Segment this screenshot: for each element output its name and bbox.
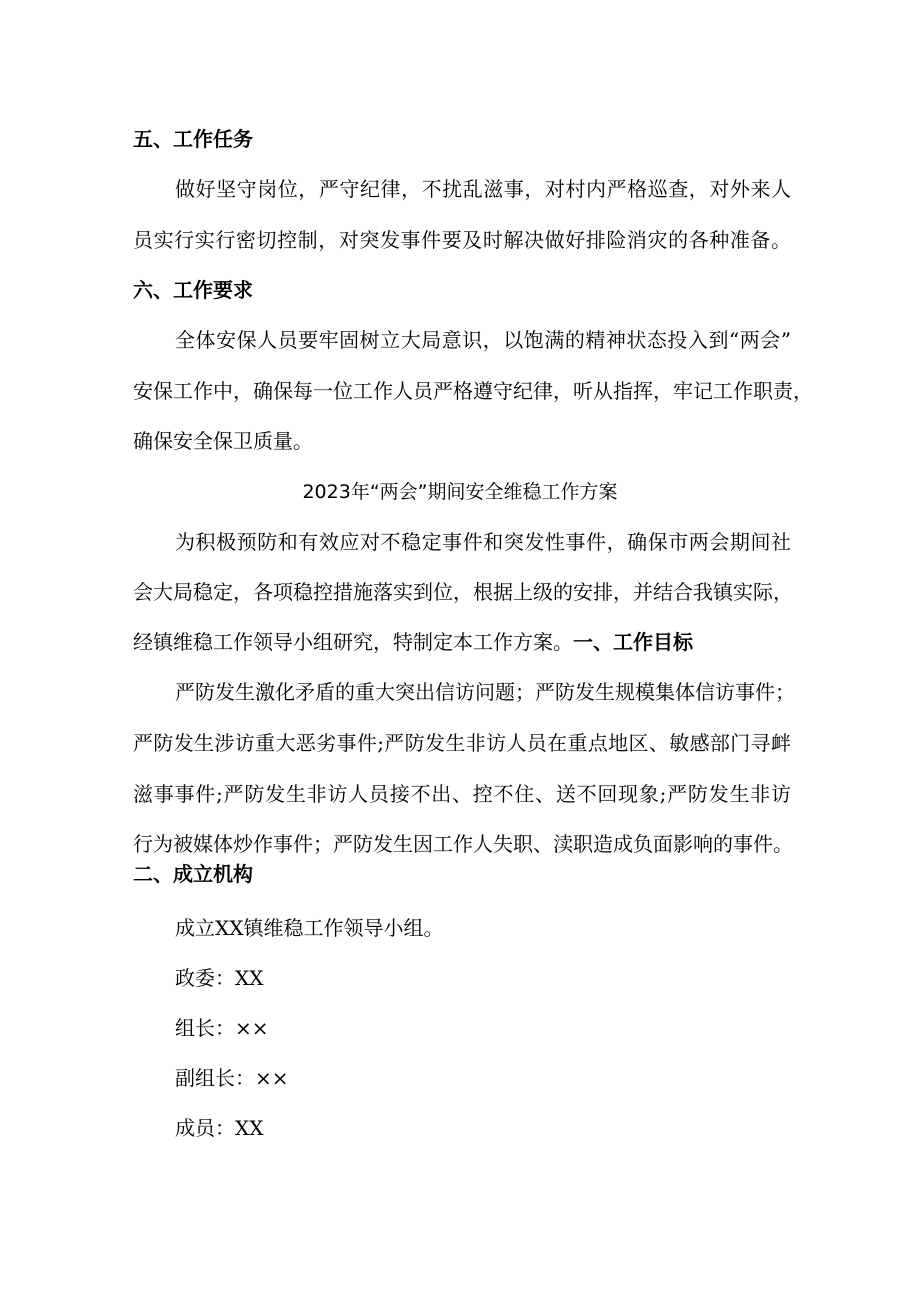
section-heading-work-requirements: 六、工作要求 [133,278,253,302]
document-title: 2023年“两会”期间安全维稳工作方案 [302,481,618,503]
section-heading-work-goals: 一、工作目标 [573,630,693,654]
section-heading-work-tasks: 五、工作任务 [133,127,253,151]
paragraph-line: 全体安保人员要牢固树立大局意识，以饱满的精神状态投入到“两会” [175,328,791,352]
section-heading-establish-organization: 二、成立机构 [133,862,253,886]
paragraph-line: 滋事事件;严防发生非访人员接不出、控不住、送不回现象;严防发生非访 [133,782,791,806]
list-item: 副组长：×× [175,1066,289,1090]
list-item: 政委：XX [175,966,264,990]
paragraph-line: 员实行实行密切控制，对突发事件要及时解决做好排险消灾的各种准备。 [133,228,791,252]
paragraph-line: 行为被媒体炒作事件；严防发生因工作人失职、渎职造成负面影响的事件。 [133,832,793,856]
list-item: 成立XX镇维稳工作领导小组。 [175,916,444,940]
list-item: 成员：XX [175,1116,264,1140]
paragraph-line: 严防发生激化矛盾的重大突出信访问题；严防发生规模集体信访事件； [175,680,795,704]
paragraph-line: 安保工作中，确保每一位工作人员严格遵守纪律，听从指挥，牢记工作职责， [133,379,813,403]
paragraph-line: 确保安全保卫质量。 [133,429,313,453]
paragraph-line: 为积极预防和有效应对不稳定事件和突发性事件，确保市两会期间社 [175,530,791,554]
list-item: 组长：×× [175,1016,269,1040]
paragraph-line [133,628,693,656]
paragraph-line: 做好坚守岗位，严守纪律，不扰乱滋事，对村内严格巡查，对外来人 [175,177,791,201]
paragraph-line: 严防发生涉访重大恶劣事件;严防发生非访人员在重点地区、敏感部门寻衅 [133,731,791,755]
paragraph-text: 经镇维稳工作领导小组研究，特制定本工作方案。 [133,630,573,654]
paragraph-line: 会大局稳定，各项稳控措施落实到位，根据上级的安排，并结合我镇实际， [133,580,793,604]
